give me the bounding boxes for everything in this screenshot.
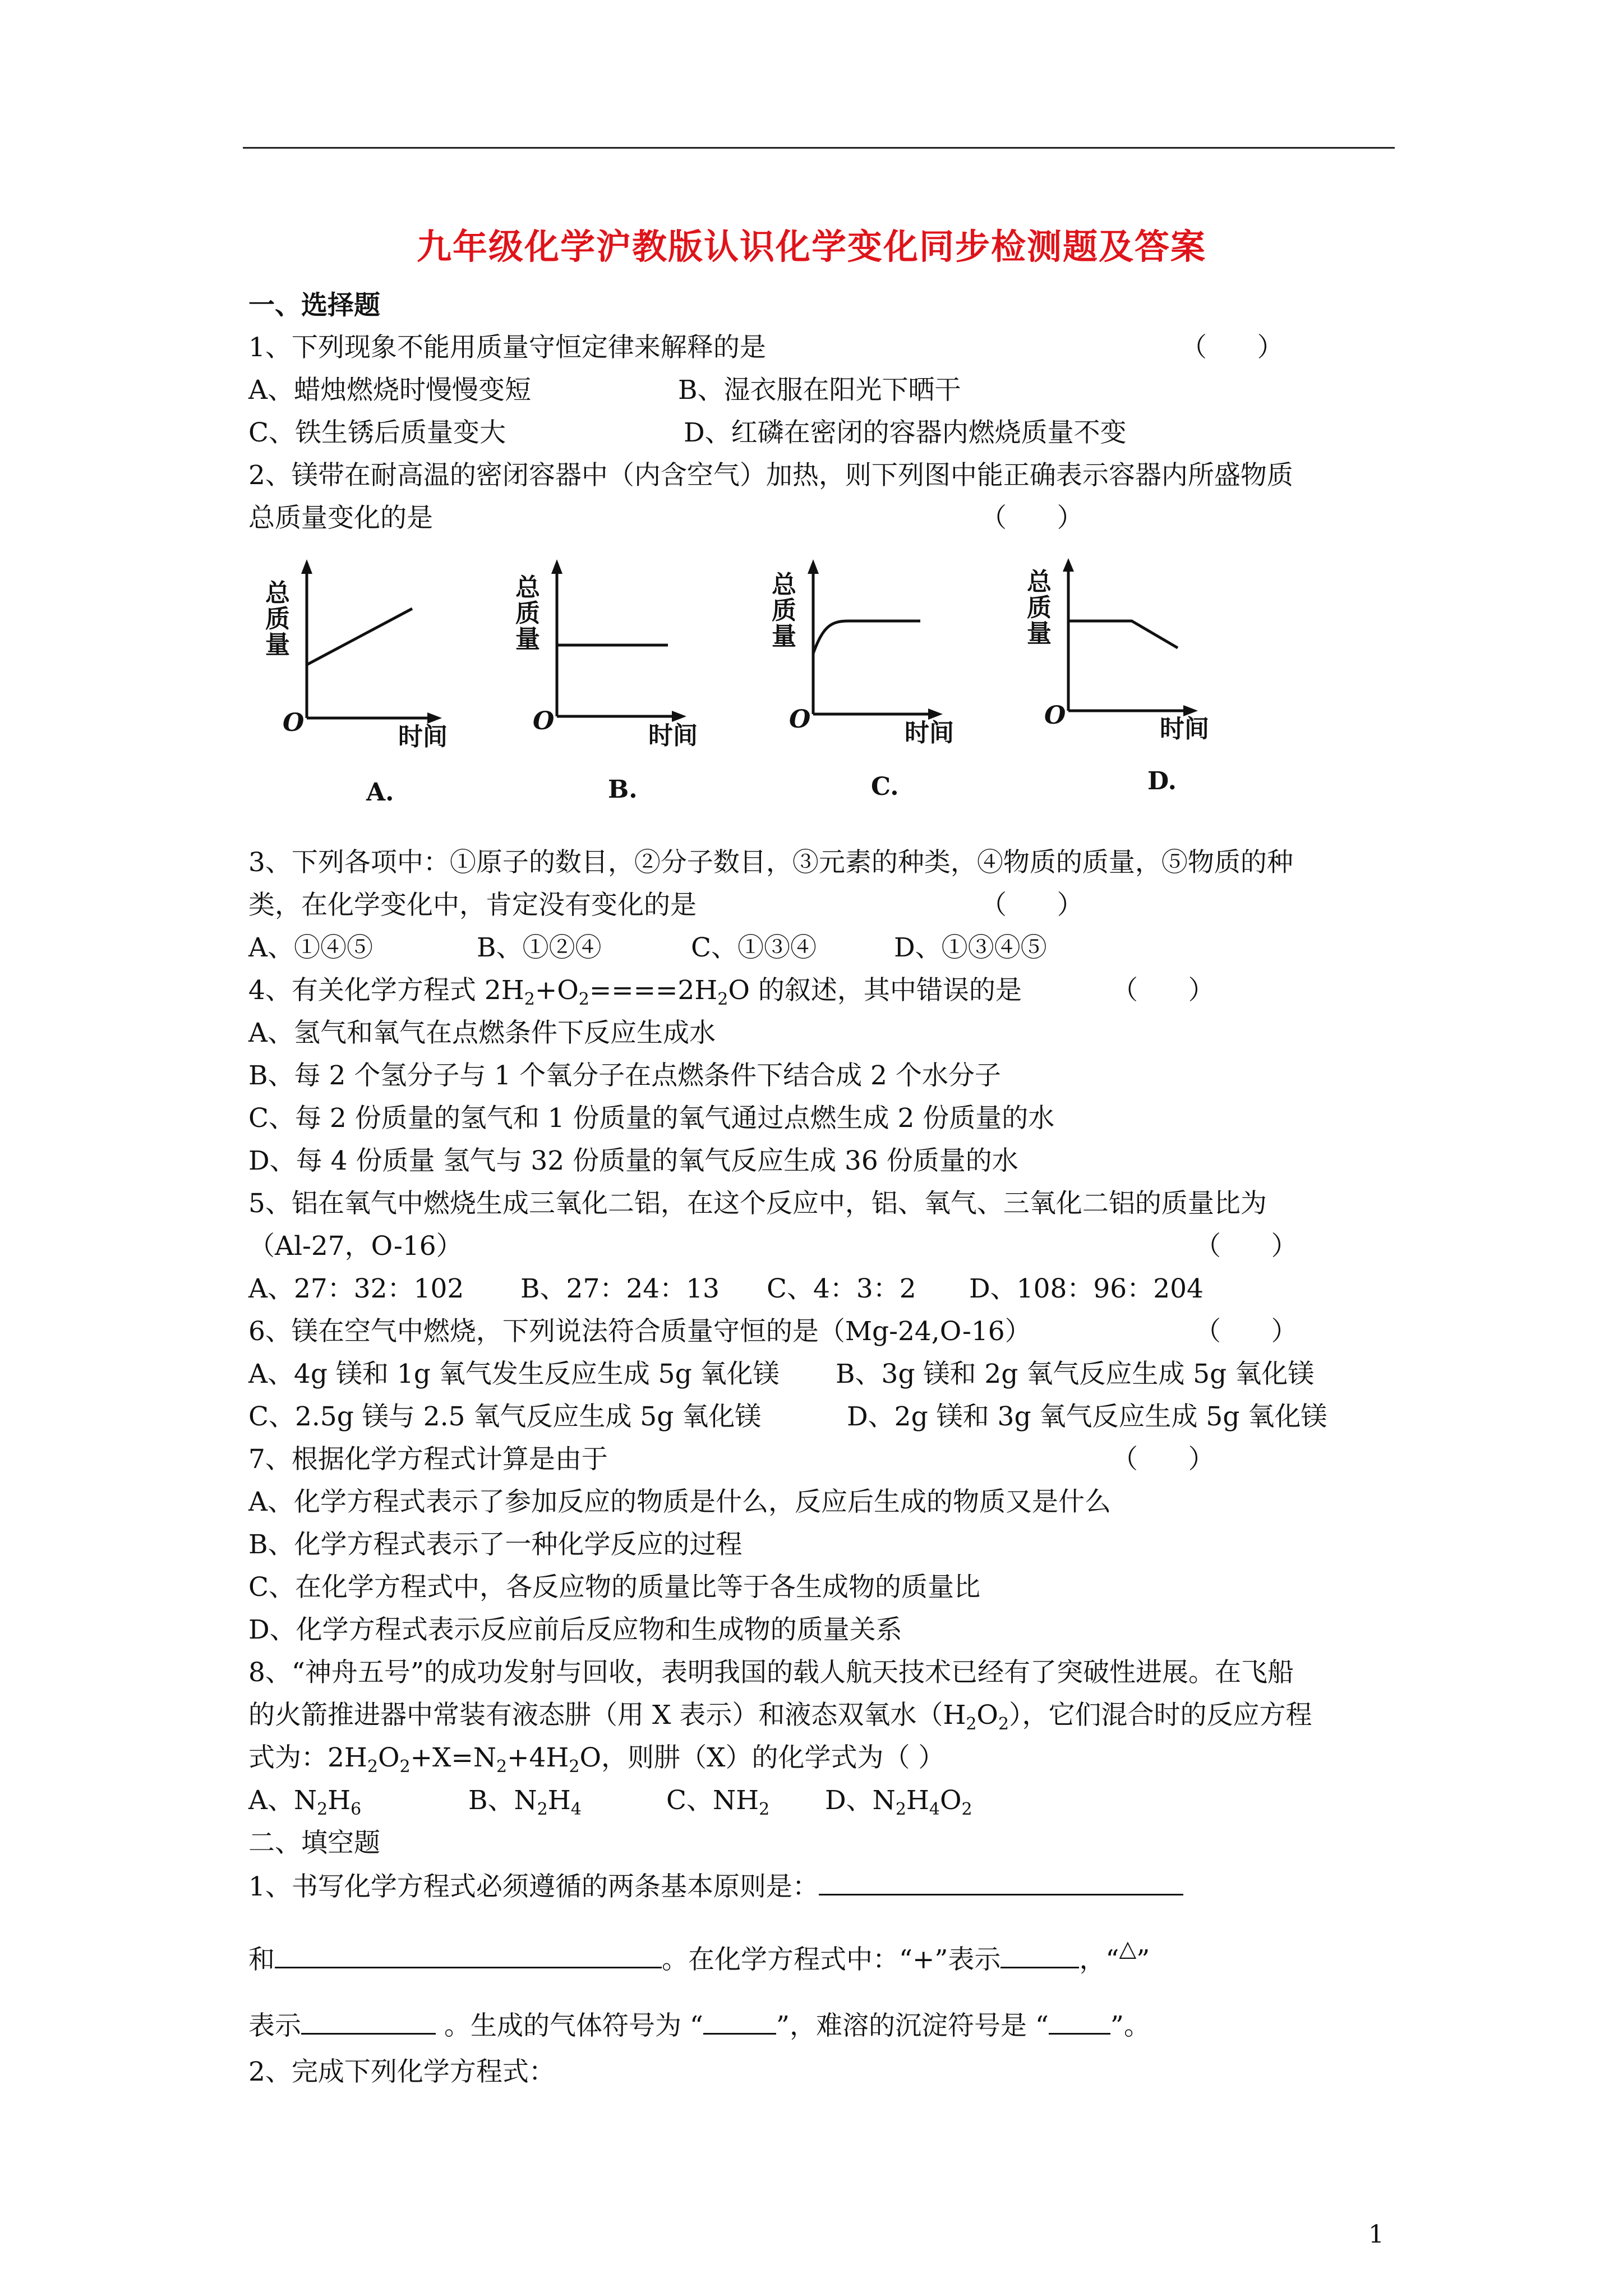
q5-stem-line1: 5、铝在氧气中燃烧生成三氧化二铝，在这个反应中，铝、氧气、三氧化二铝的质量比为: [248, 1188, 1267, 1219]
f1-blank-3[interactable]: [1000, 1942, 1079, 1968]
graph-d-xlabel: 时间: [1160, 715, 1209, 743]
graph-c-option: C.: [871, 772, 899, 801]
q5-option-b: B、27：24：13: [520, 1273, 720, 1304]
graph-b-axes: [514, 558, 699, 726]
f1-blank-1[interactable]: [819, 1869, 1183, 1895]
q4-option-b: B、每 2 个氢分子与 1 个氧分子在点燃条件下结合成 2 个水分子: [248, 1060, 1001, 1091]
q7-stem: 7、根据化学方程式计算是由于: [248, 1444, 608, 1475]
graph-a-option: A.: [366, 778, 394, 807]
q8-option-b: B、$N_2H_4$: [468, 1785, 582, 1819]
q8-option-a: A、$N_2H_6$: [248, 1785, 362, 1819]
q1-option-a: A、蜡烛燃烧时慢慢变短: [248, 375, 531, 406]
q5-option-c: C、4：3：2: [767, 1273, 916, 1304]
q4-stem: 4、有关化学方程式 $2H_2+O_2====2H_2O$ 的叙述，其中错误的是: [248, 975, 1022, 1009]
graph-d-option: D.: [1147, 767, 1177, 795]
graph-c-xlabel: 时间: [905, 719, 954, 747]
page-number: 1: [1368, 2220, 1384, 2249]
q3-stem-line2: 类，在化学变化中，肯定没有变化的是: [248, 890, 697, 921]
q8-stem-line2: 的火箭推进器中常装有液态肼（用 X 表示）和液态双氧水$(H_2O_2)$，它们混合时的反应方程: [248, 1700, 1312, 1734]
q6-answer-paren: （ ）: [1195, 1316, 1298, 1347]
q5-stem-line2: （Al-27，O-16）: [248, 1231, 463, 1262]
section-heading-fill: 二、填空题: [248, 1828, 380, 1858]
q5-option-a: A、27：32：102: [248, 1273, 464, 1304]
q3-option-d: D、①③④⑤: [894, 932, 1047, 963]
graph-a-xlabel: 时间: [398, 723, 448, 751]
q3-option-c: C、①③④: [691, 932, 817, 963]
q8-option-c: C、$NH_2$: [666, 1785, 770, 1819]
graph-c-origin: O: [789, 705, 811, 734]
section-heading-choice: 一、选择题: [248, 290, 380, 321]
q5-answer-paren: （ ）: [1195, 1231, 1298, 1262]
q4-option-c: C、每 2 份质量的氢气和 1 份质量的氧气通过点燃生成 2 份质量的水: [248, 1103, 1055, 1134]
graph-d-origin: O: [1044, 701, 1066, 730]
q1-option-b: B、湿衣服在阳光下晒干: [678, 375, 961, 406]
graph-c-curve: [813, 621, 920, 654]
f1-blank-5[interactable]: [703, 2008, 776, 2035]
q2-stem-line2: 总质量变化的是: [248, 503, 433, 533]
graph-b-origin: O: [533, 707, 555, 735]
q7-option-a: A、化学方程式表示了参加反应的物质是什么，反应后生成的物质又是什么: [248, 1487, 1111, 1517]
q6-option-b: B、3g 镁和 2g 氧气反应生成 5g 氧化镁: [836, 1359, 1315, 1389]
graph-c-ylabel: 总 质 量: [772, 570, 796, 651]
f1-line3: 表示 。生成的气体符号为 “ ”，难溶的沉淀符号是 “ ”。: [248, 2008, 1150, 2043]
graph-d-curve: [1068, 621, 1178, 648]
f1-stem: 1、书写化学方程式必须遵循的两条基本原则是：: [248, 1869, 1183, 1904]
graph-b-ylabel: 总 质 量: [515, 573, 540, 654]
q6-option-d: D、2g 镁和 3g 氧气反应生成 5g 氧化镁: [847, 1401, 1327, 1432]
graph-d-ylabel: 总 质 量: [1027, 568, 1052, 648]
q8-stem-line1: 8、“神舟五号”的成功发射与回收，表明我国的载人航天技术已经有了突破性进展。在飞船: [248, 1657, 1294, 1688]
graph-a-axes: [264, 558, 449, 726]
q4-answer-paren: （ ）: [1112, 975, 1215, 1006]
q2-stem-line1: 2、镁带在耐高温的密闭容器中（内含空气）加热，则下列图中能正确表示容器内所盛物质: [248, 460, 1293, 491]
q1-option-d: D、红磷在密闭的容器内燃烧质量不变: [684, 417, 1127, 448]
graph-a-curve: [307, 609, 412, 665]
q7-option-b: B、化学方程式表示了一种化学反应的过程: [248, 1529, 743, 1560]
q7-option-d: D、化学方程式表示反应前后反应物和生成物的质量关系: [248, 1614, 902, 1645]
q8-stem-line3: 式为：$2H_2O_2+X=N_2+4H_2O$，则肼（X）的化学式为（ ）: [248, 1742, 945, 1777]
q2-graph-c: [770, 558, 955, 816]
page-title: 九年级化学沪教版认识化学变化同步检测题及答案: [416, 226, 1206, 267]
f1-blank-2[interactable]: [275, 1942, 662, 1968]
f1-blank-4[interactable]: [301, 2008, 436, 2035]
f2-stem: 2、完成下列化学方程式：: [248, 2056, 555, 2087]
graph-b-xlabel: 时间: [648, 721, 698, 750]
graph-a-origin: O: [283, 708, 305, 737]
q6-option-c: C、2.5g 镁与 2.5 氧气反应生成 5g 氧化镁: [248, 1401, 762, 1432]
q2-answer-paren: （ ）: [980, 503, 1083, 533]
q7-answer-paren: （ ）: [1112, 1444, 1215, 1475]
q3-answer-paren: （ ）: [980, 890, 1083, 921]
q2-graph-a: [264, 558, 449, 816]
q2-graph-d: [1025, 558, 1210, 816]
q1-answer-paren: （ ）: [1181, 332, 1284, 363]
f1-line2: 和 。在化学方程式中：“+”表示 ，“△”: [248, 1936, 1150, 1975]
f1-blank-6[interactable]: [1049, 2008, 1110, 2035]
q6-option-a: A、4g 镁和 1g 氧气发生反应生成 5g 氧化镁: [248, 1359, 780, 1389]
q1-option-c: C、铁生锈后质量变大: [248, 417, 506, 448]
q4-option-d: D、每 4 份质量 氢气与 32 份质量的氧气反应生成 36 份质量的水: [248, 1145, 1018, 1176]
graph-a-ylabel: 总 质 量: [265, 579, 290, 659]
q8-option-d: D、$N_2H_4O_2$: [825, 1785, 972, 1819]
graph-b-option: B.: [608, 775, 638, 804]
q1-stem: 1、下列现象不能用质量守恒定律来解释的是: [248, 332, 766, 363]
q3-option-a: A、①④⑤: [248, 932, 373, 963]
q3-stem-line1: 3、下列各项中：①原子的数目，②分子数目，③元素的种类，④物质的质量，⑤物质的种: [248, 847, 1293, 878]
header-rule: [243, 147, 1395, 149]
q7-option-c: C、在化学方程式中，各反应物的质量比等于各生成物的质量比: [248, 1572, 980, 1603]
q2-graph-b: [514, 558, 699, 816]
q5-option-d: D、108：96：204: [969, 1273, 1204, 1304]
q3-option-b: B、①②④: [477, 932, 602, 963]
graph-c-axes: [770, 558, 955, 726]
q4-option-a: A、氢气和氧气在点燃条件下反应生成水: [248, 1018, 716, 1048]
heat-symbol: △: [1119, 1936, 1137, 1962]
q6-stem: 6、镁在空气中燃烧，下列说法符合质量守恒的是（Mg-24,O-16）: [248, 1316, 1031, 1347]
